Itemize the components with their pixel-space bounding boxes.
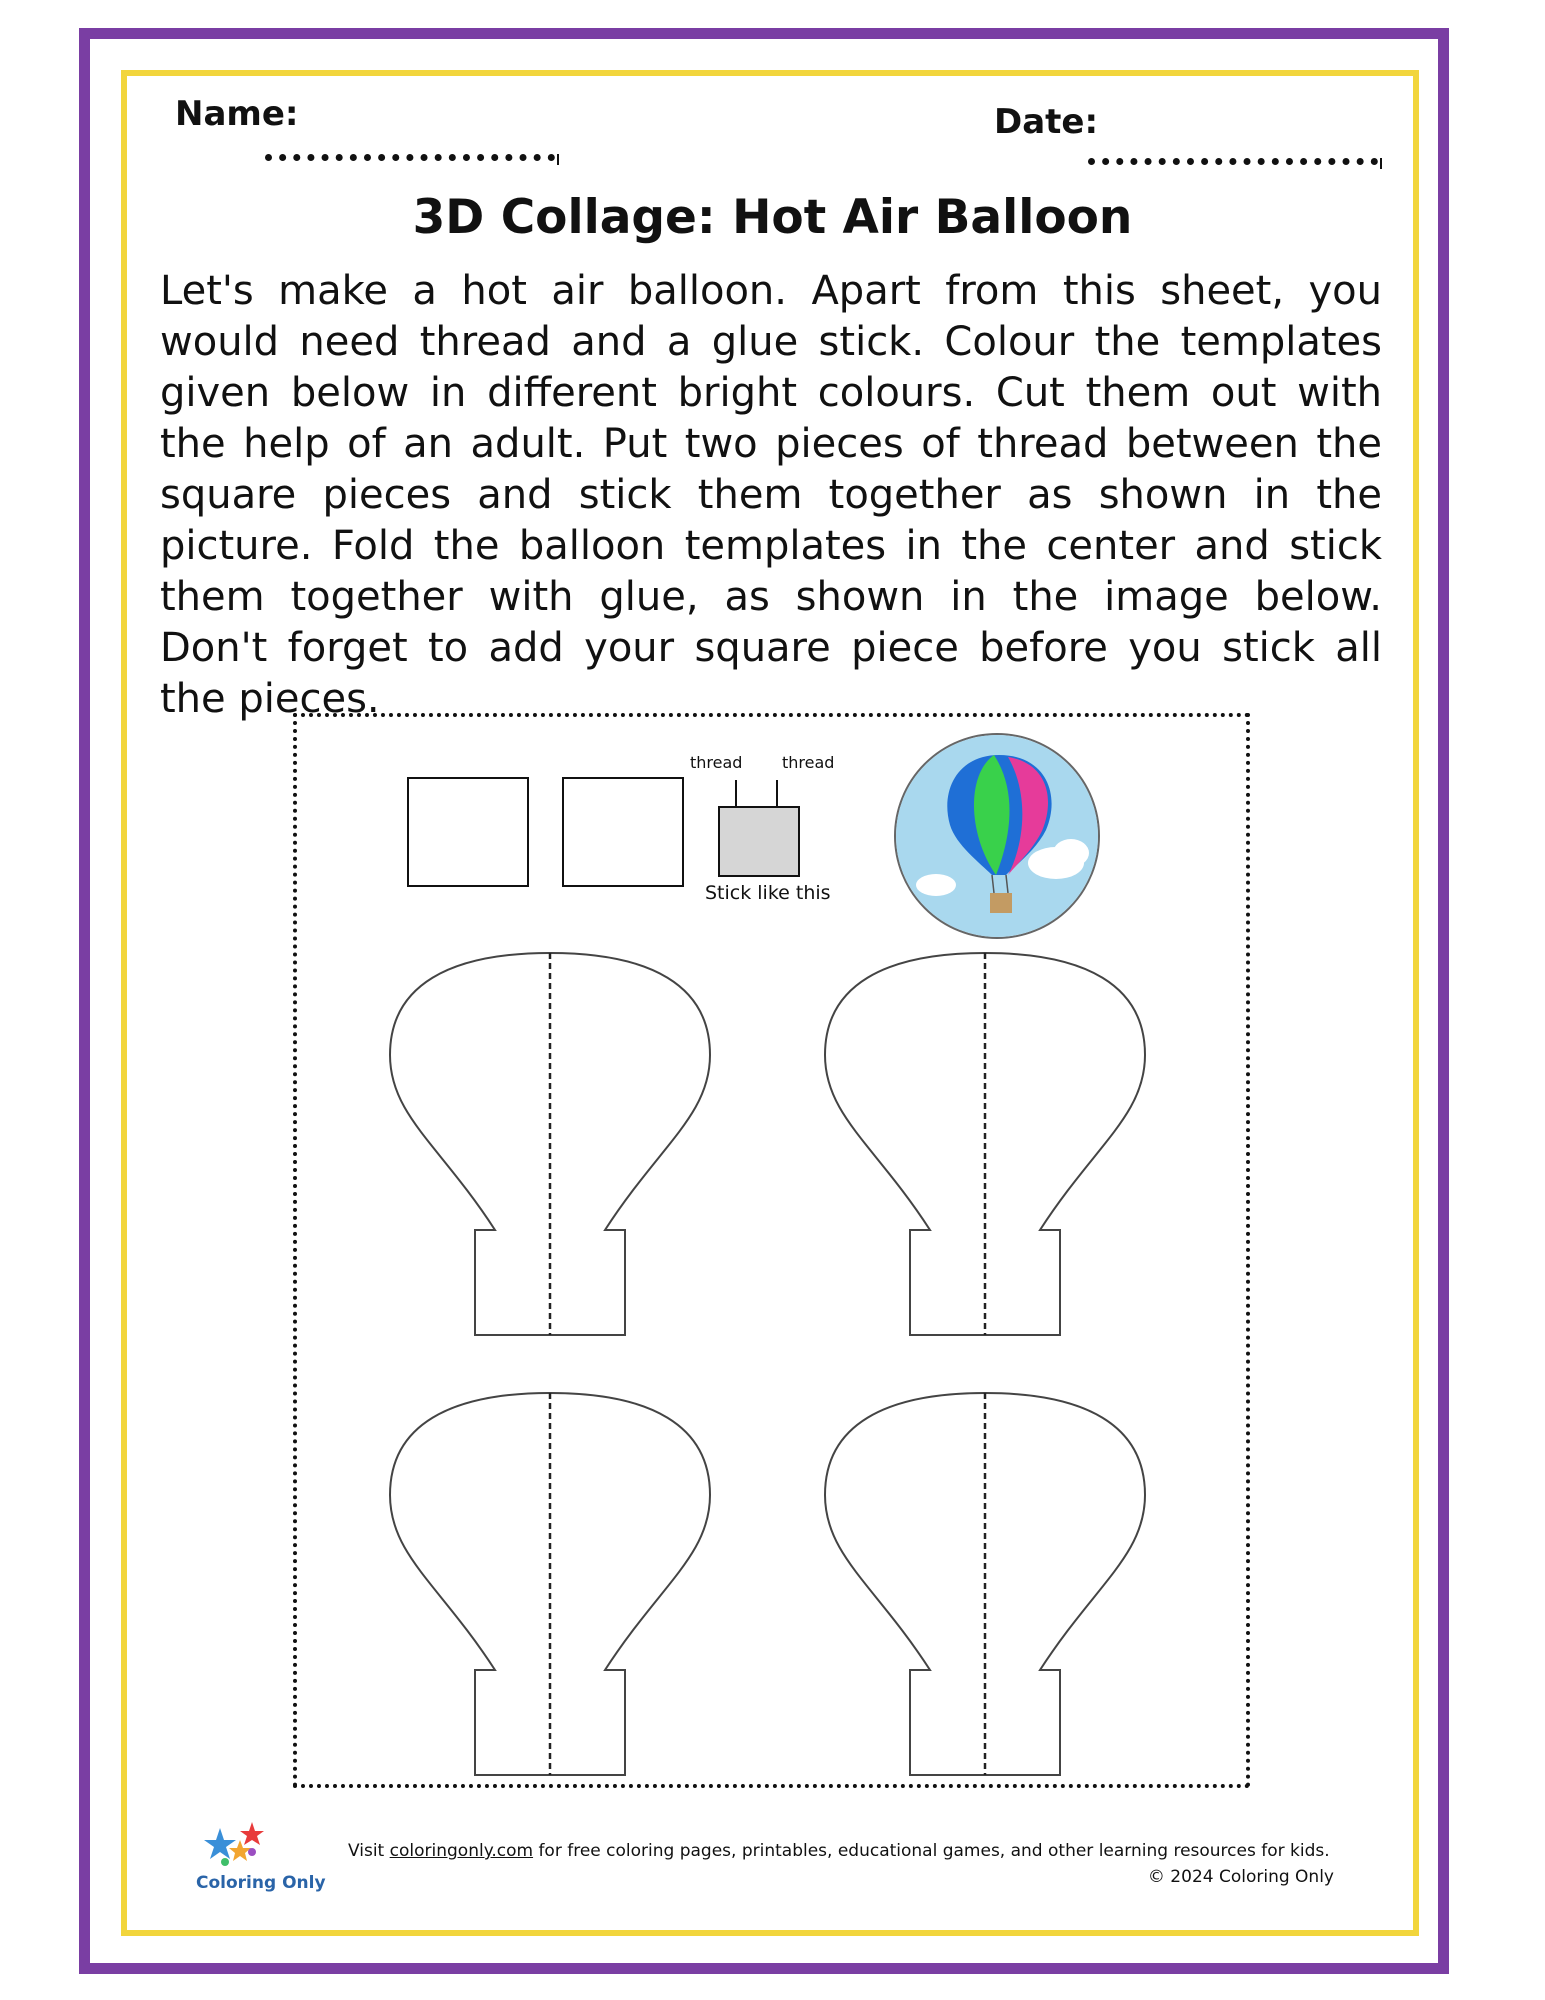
stuck-square-example <box>718 806 800 877</box>
logo-text: Coloring Only <box>196 1873 326 1893</box>
hot-air-balloon-photo <box>894 733 1100 939</box>
square-template-2 <box>562 777 684 887</box>
stick-caption: Stick like this <box>705 882 831 904</box>
footer-visit-text <box>348 1841 1330 1861</box>
date-label: Date: <box>994 102 1099 142</box>
balloon-template-1 <box>380 945 720 1345</box>
date-line[interactable] <box>1088 158 1378 165</box>
thread-label-left: thread <box>690 753 743 772</box>
visit-suffix: for free coloring pages, printables, educational games, and other learning resources for kids. <box>533 1841 1330 1861</box>
balloon-template-3 <box>380 1385 720 1785</box>
name-line[interactable] <box>265 154 555 161</box>
balloon-template-4 <box>815 1385 1155 1785</box>
site-link[interactable]: coloringonly.com <box>389 1841 534 1861</box>
instructions-paragraph: Let's make a hot air balloon. Apart from this sheet, you would need thread and a glue stick. Colour the templates given below in different bright colours. Cut them out with the help of an adult. Put two pieces of thread between the square pieces and stick them together as shown in the picture. Fold the balloon templates in the center and stick them together with glue, as shown in the image below. Don't forget to add your square piece before you stick all the pieces. <box>160 268 1382 722</box>
balloon-template-2 <box>815 945 1155 1345</box>
page-title: 3D Collage: Hot Air Balloon <box>412 190 1133 245</box>
thread-label-right: thread <box>782 753 835 772</box>
copyright: © 2024 Coloring Only <box>1147 1867 1334 1887</box>
square-template-1 <box>407 777 529 887</box>
name-label: Name: <box>175 94 299 134</box>
visit-prefix: Visit <box>348 1841 390 1861</box>
